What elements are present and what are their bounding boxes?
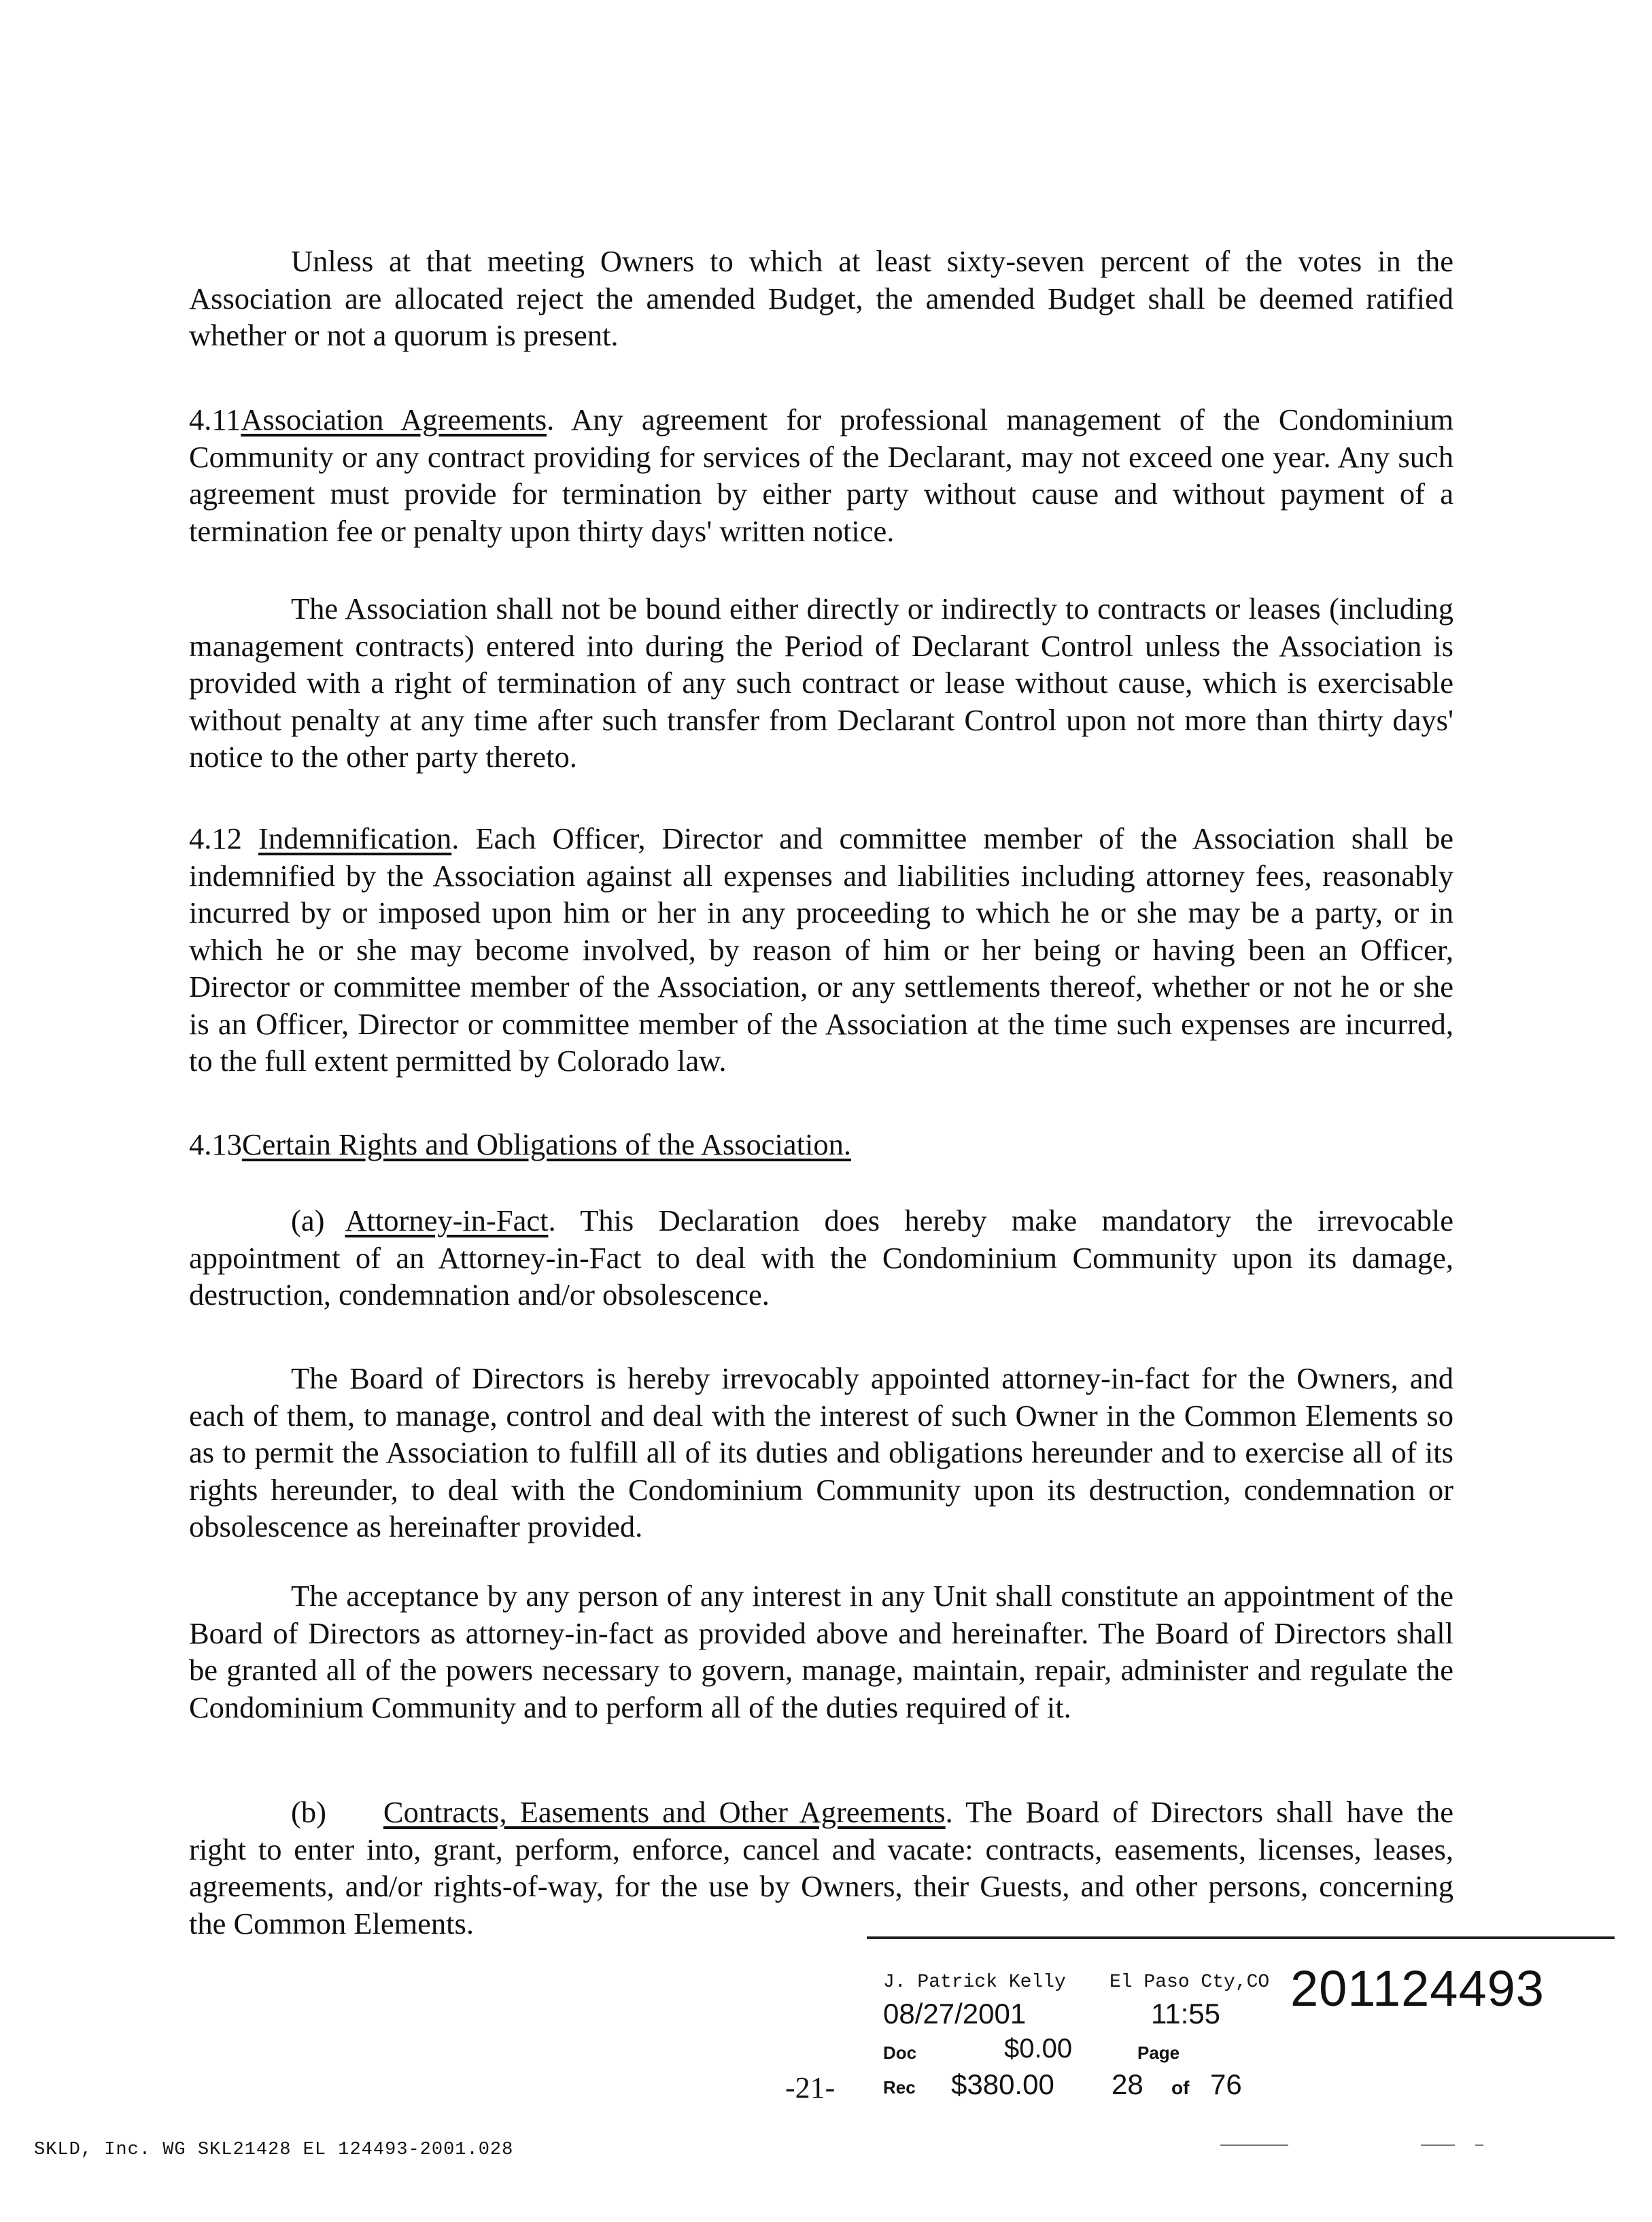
section-body: . Any agreement for professional management of the Condominium Community or any contract providing for services of the Declarant, may not exceed one year. Any such agreement must provide for termination by either party without cause and without payment of a termination fee or penalty upon thirty days' written notice. xyxy=(189,403,1453,548)
section-number: 4.11 xyxy=(189,403,241,437)
stamp-time: 11:55 xyxy=(1151,1998,1220,2030)
stamp-rec-label: Rec xyxy=(883,2077,916,2098)
scan-artifact xyxy=(1220,2144,1288,2146)
stamp-reception-number: 201124493 xyxy=(1290,1960,1545,2017)
subsection-body: . The Board of Directors shall have the right to enter into, grant, perform, enforce, cancel and vacate: contracts, easements, licenses, leases, agreements, and/or rights-of-way, for the use by Owners, their Guests, and other persons, concerning the Common Elements. xyxy=(189,1795,1454,1941)
recording-stamp xyxy=(867,1936,1615,2127)
section-heading: Association Agreements xyxy=(241,403,547,437)
section-heading: Indemnification xyxy=(258,821,452,855)
section-4-11 xyxy=(189,401,1453,549)
stamp-of-label: of xyxy=(1171,2077,1190,2098)
stamp-doc-fee: $0.00 xyxy=(1004,2034,1073,2064)
section-number: 4.13 xyxy=(189,1127,242,1161)
paragraph-acceptance: The acceptance by any person of any interest in any Unit shall constitute an appointment of the Board of Directors as attorney-in-fact as provided above and hereinafter. The Board of Directors shall be granted all of the powers necessary to govern, manage, maintain, repair, administer and regulate the Condominium Community and to perform all of the duties required of it. xyxy=(189,1579,1453,1724)
stamp-rec-fee: $380.00 xyxy=(951,2068,1054,2100)
stamp-page-total: 76 xyxy=(1210,2068,1242,2100)
stamp-divider xyxy=(867,1936,1615,1939)
subsection-heading: Contracts, Easements and Other Agreements xyxy=(383,1795,946,1829)
paragraph-declarant-control: The Association shall not be bound either directly or indirectly to contracts or leases (including management contracts) entered into during the Period of Declarant Control unless the Association is provided with a right of termination of any such contract or lease without cause, which is exercisable without penalty at any time after such transfer from Declarant Control upon not more than thirty days' notice to the other party thereto. xyxy=(189,592,1453,774)
subsection-heading: Attorney-in-Fact xyxy=(345,1203,549,1237)
paragraph-budget-ratification: Unless at that meeting Owners to which at least sixty-seven percent of the votes in the Association are allocated reject the amended Budget, the amended Budget shall be deemed ratified whether or not a quorum is present. xyxy=(189,244,1453,352)
section-4-13 xyxy=(189,1126,1453,1163)
stamp-page-current: 28 xyxy=(1112,2068,1143,2100)
section-number: 4.12 xyxy=(189,821,242,855)
subsection-b xyxy=(189,1794,1453,1942)
scan-artifact xyxy=(1421,2144,1455,2146)
section-body: . Each Officer, Director and committee member of the Association shall be indemnified by the Association against all expenses and liabilities including attorney fees, reasonably incurred by or imposed upon him or her in any proceeding to which he or she may be a party, or in which he or she may become involved, by reason of him or her being or having been an Officer, Director or committee member of the Association, or any settlements thereof, whether or not he or she is an Officer, Director or committee member of the Association at the time such expenses are incurred, to the full extent permitted by Colorado law. xyxy=(189,821,1454,1078)
paragraph-board-appointment: The Board of Directors is hereby irrevocably appointed attorney-in-fact for the Owners, and each of them, to manage, control and deal with the interest of such Owner in the Common Elements so as to permit the Association to fulfill all of its duties and obligations hereunder and to exercise all of its rights hereunder, to deal with the Condominium Community upon its destruction, condemnation or obsolescence as hereinafter provided. xyxy=(189,1361,1453,1543)
section-4-12 xyxy=(189,820,1453,1080)
footer-reference: SKLD, Inc. WG SKL21428 EL 124493-2001.028 xyxy=(34,2140,514,2160)
page-number: -21- xyxy=(785,2071,836,2104)
stamp-county: El Paso Cty,CO xyxy=(1109,1972,1270,1993)
subsection-a xyxy=(189,1202,1453,1314)
subsection-label: (b) xyxy=(291,1795,326,1829)
section-heading: Certain Rights and Obligations of the Association. xyxy=(241,1127,851,1161)
subsection-label: (a) xyxy=(291,1203,325,1237)
stamp-doc-label: Doc xyxy=(883,2042,917,2063)
subsection-body: . This Declaration does hereby make mandatory the irrevocable appointment of an Attorney-in-Fact to deal with the Condominium Community upon its damage, destruction, condemnation and/or obsolescence. xyxy=(189,1203,1453,1312)
scan-artifact xyxy=(1475,2144,1483,2146)
stamp-recorder: J. Patrick Kelly xyxy=(883,1972,1066,1993)
stamp-date: 08/27/2001 xyxy=(883,1998,1027,2030)
stamp-page-label: Page xyxy=(1137,2042,1180,2063)
